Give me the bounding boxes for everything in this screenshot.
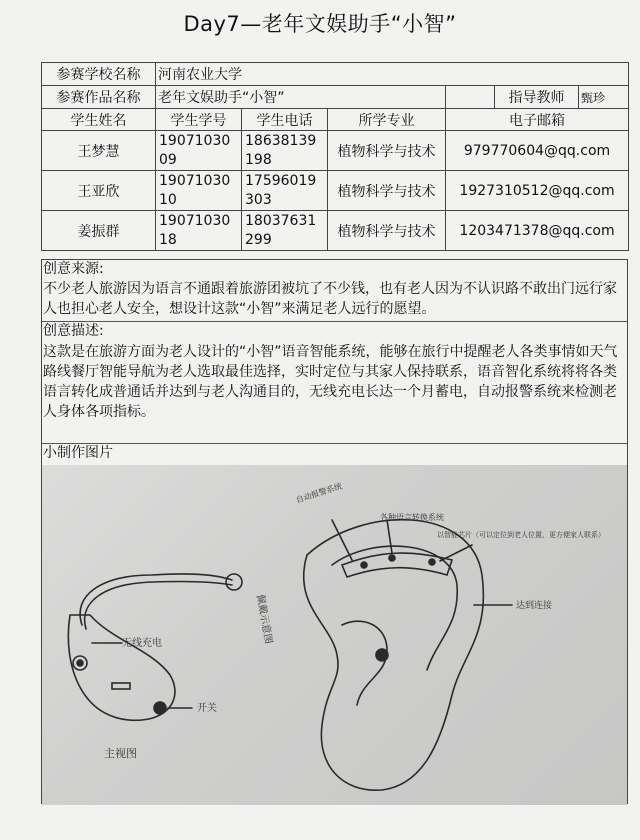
chip bbox=[429, 559, 435, 565]
charge-port-inner bbox=[77, 660, 83, 666]
sketch-note-top: 自动报警系统 bbox=[294, 481, 344, 505]
header-phone: 学生电话 bbox=[242, 109, 328, 131]
teacher-value: 甄珍 bbox=[579, 86, 629, 109]
teacher-label: 指导教师 bbox=[495, 86, 579, 109]
student-name: 姜振群 bbox=[42, 211, 156, 251]
chip bbox=[389, 555, 395, 561]
header-id: 学生学号 bbox=[156, 109, 242, 131]
sketch-photo bbox=[42, 465, 627, 805]
chip bbox=[361, 562, 367, 568]
sketch-note-side: 以智能芯片（可以定位到老人位置，更方便家人联系） bbox=[437, 531, 605, 539]
school-label: 参赛学校名称 bbox=[42, 63, 156, 86]
description-label: 创意描述: bbox=[43, 323, 104, 339]
in-ear-unit bbox=[376, 649, 388, 661]
ear-canal bbox=[342, 621, 387, 705]
student-id: 1907103009 bbox=[156, 131, 242, 171]
student-id: 1907103018 bbox=[156, 211, 242, 251]
student-phone: 18037631299 bbox=[242, 211, 328, 251]
earpiece bbox=[226, 574, 242, 590]
sketch-note-wearing: 佩戴示意图 bbox=[254, 593, 274, 645]
content-box bbox=[41, 259, 628, 804]
sketch-note-brain: 达到连接 bbox=[516, 601, 553, 611]
table-row bbox=[42, 131, 629, 171]
device-wire bbox=[85, 581, 232, 629]
student-email: 1203471378@qq.com bbox=[446, 211, 629, 251]
student-name: 王亚欣 bbox=[42, 171, 156, 211]
photo-label: 小制作图片 bbox=[43, 445, 113, 461]
work-label: 参赛作品名称 bbox=[42, 86, 156, 109]
student-major: 植物科学与技术 bbox=[328, 171, 446, 211]
origin-label: 创意来源: bbox=[43, 261, 104, 277]
sketch-drawing bbox=[42, 465, 627, 805]
divider bbox=[42, 321, 627, 322]
table-row bbox=[42, 211, 629, 251]
divider bbox=[42, 443, 627, 444]
info-table bbox=[41, 62, 629, 251]
school-value: 河南农业大学 bbox=[156, 63, 629, 86]
header-name: 学生姓名 bbox=[42, 109, 156, 131]
pointer-line bbox=[332, 520, 352, 560]
student-phone: 18638139198 bbox=[242, 131, 328, 171]
work-value: 老年文娱助手“小智” bbox=[156, 86, 446, 109]
sketch-note-translate: 各种语言转换系统 bbox=[380, 513, 444, 522]
slot bbox=[112, 683, 130, 689]
spacer-cell bbox=[446, 86, 495, 109]
pointer-line bbox=[440, 545, 472, 561]
student-id: 1907103010 bbox=[156, 171, 242, 211]
sketch-note-main-view: 主视图 bbox=[104, 747, 137, 760]
table-row bbox=[42, 171, 629, 211]
header-email: 电子邮箱 bbox=[446, 109, 629, 131]
header-major: 所学专业 bbox=[328, 109, 446, 131]
origin-text: 不少老人旅游因为语言不通跟着旅游团被坑了不少钱，也有老人因为不认识路不敢出门远行家人也担心老人安全，想设计这款“小智”来满足老人远行的愿望。 bbox=[43, 281, 617, 317]
student-major: 植物科学与技术 bbox=[328, 211, 446, 251]
student-email: 979770604@qq.com bbox=[446, 131, 629, 171]
student-phone: 17596019303 bbox=[242, 171, 328, 211]
student-email: 1927310512@qq.com bbox=[446, 171, 629, 211]
student-name: 王梦慧 bbox=[42, 131, 156, 171]
ear-inner bbox=[332, 546, 457, 670]
pointer-line bbox=[387, 520, 392, 553]
sketch-note-switch: 开关 bbox=[197, 703, 217, 714]
sketch-note-charging: 无线充电 bbox=[122, 638, 162, 649]
description-text: 这款是在旅游方面为老人设计的“小智”语音智能系统，能够在旅行中提醒老人各类事情如天气路线餐厅智能导航为老人选取最佳选择，实时定位与其家人保持联系，语音智化系统将将各类语言转化成普通话并达到与老人沟通目的，无线充电长达一个月蓄电，自动报警系统来检测老人身体各项指标。 bbox=[43, 344, 618, 420]
device-on-ear bbox=[342, 553, 452, 577]
switch-button bbox=[154, 702, 166, 714]
page-title: Day7—老年文娱助手“小智” bbox=[183, 12, 457, 36]
student-major: 植物科学与技术 bbox=[328, 131, 446, 171]
